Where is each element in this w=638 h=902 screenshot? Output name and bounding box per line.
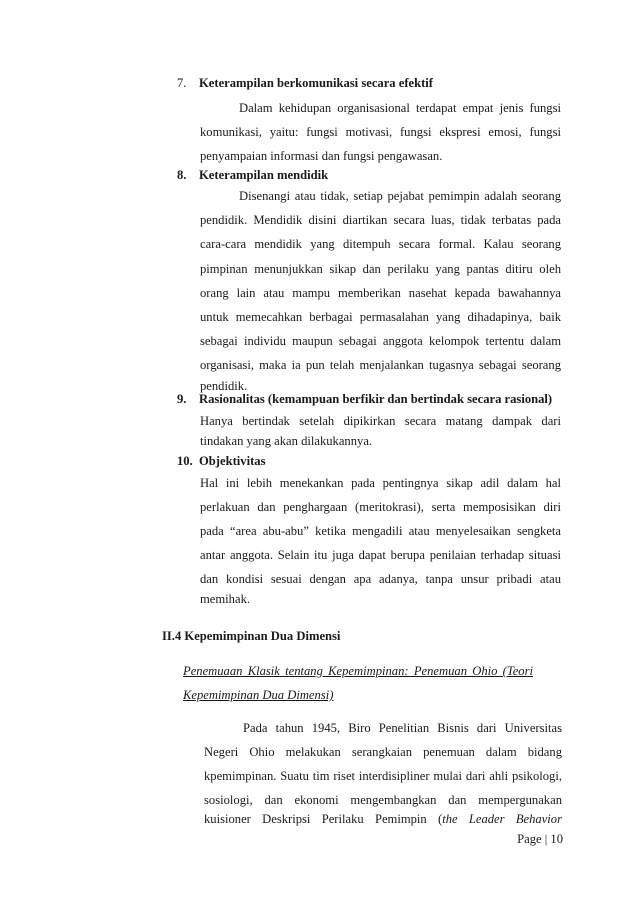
item-title: Keterampilan mendidik (199, 168, 329, 182)
item-10-line: Hal ini lebih menekankan pada pentingnya sikap adil dalam hal (200, 476, 561, 490)
section-paragraph-line: Pada tahun 1945, Biro Penelitian Bisnis dari Universitas (243, 721, 562, 735)
item-10-line: dan kondisi sesuai dengan apa adanya, tanpa unsur pribadi atau (200, 572, 561, 586)
page-number: Page | 10 (517, 832, 563, 846)
section-paragraph-line: sosiologi, dan ekonomi mengembangkan dan mempergunakan (204, 793, 562, 807)
item-9-heading (177, 392, 552, 407)
item-8-line: pimpinan menunjukkan sikap dan perilaku yang pantas ditiru oleh (200, 262, 561, 276)
item-number: 7. (177, 76, 187, 90)
section-title: II.4 Kepemimpinan Dua Dimensi (162, 629, 341, 643)
item-10-line: antar anggota. Selain itu juga dapat berupa penilaian terhadap situasi (200, 548, 561, 562)
item-7-line: penyampaian informasi dan fungsi pengawasan. (200, 149, 443, 163)
item-number: 8. (177, 168, 187, 182)
item-10-line: memihak. (200, 592, 251, 606)
item-10-line: pada “area abu-abu” ketika mengadili atau menyelesaikan sengketa (200, 524, 561, 538)
item-8-line: organisasi, maka ia pun telah menjalankan tugasnya sebagai seorang (200, 358, 561, 372)
item-7-heading (177, 76, 433, 91)
item-7-line: Dalam kehidupan organisasional terdapat empat jenis fungsi (239, 101, 561, 115)
item-8-line: cara-cara mendidik yang ditempuh secara formal. Kalau seorang (200, 237, 561, 251)
section-paragraph-line: Negeri Ohio melakukan serangkaian penemuan dalam bidang (204, 745, 562, 759)
item-number: 9. (177, 392, 187, 406)
item-8-line: pendidik. Mendidik disini diartikan secara luas, tidak terbatas pada (200, 213, 561, 227)
section-paragraph-italic: the Leader Behavior (442, 812, 562, 826)
item-8-line: untuk memecahkan berbagai permasalahan yang dihadapinya, baik (200, 310, 561, 324)
item-8-line: pendidik. (200, 379, 248, 393)
subsection-title-line: Kepemimpinan Dua Dimensi) (183, 688, 334, 702)
item-8-heading (177, 168, 328, 183)
item-number: 10. (177, 454, 193, 468)
item-10-line: perlakuan dan penghargaan (meritokrasi), serta memposisikan diri (200, 500, 561, 514)
section-paragraph-text: kuisioner Deskripsi Perilaku Pemimpin ( (204, 812, 443, 826)
item-7-line: komunikasi, yaitu: fungsi motivasi, fungsi ekspresi emosi, fungsi (200, 125, 561, 139)
item-title: Objektivitas (199, 454, 266, 468)
subsection-title-line: Penemuaan Klasik tentang Kepemimpinan: Penemuan Ohio (Teori (183, 664, 533, 678)
item-8-line: Disenangi atau tidak, setiap pejabat pemimpin adalah seorang (239, 189, 561, 203)
item-10-heading (177, 454, 265, 469)
item-9-line: Hanya bertindak setelah dipikirkan secara matang dampak dari (200, 414, 561, 428)
item-title: Rasionalitas (kemampuan berfikir dan bertindak secara rasional) (199, 392, 553, 406)
item-title: Keterampilan berkomunikasi secara efektif (199, 76, 434, 90)
section-paragraph-line (204, 812, 562, 827)
item-9-line: tindakan yang akan dilakukannya. (200, 434, 373, 448)
item-8-line: sebagai individu maupun sebagai anggota kelompok tertentu dalam (200, 334, 561, 348)
section-paragraph-line: kpemimpinan. Suatu tim riset interdisipliner mulai dari ahli psikologi, (204, 769, 562, 783)
item-8-line: orang lain atau mampu memberikan nasehat kepada bawahannya (200, 286, 561, 300)
